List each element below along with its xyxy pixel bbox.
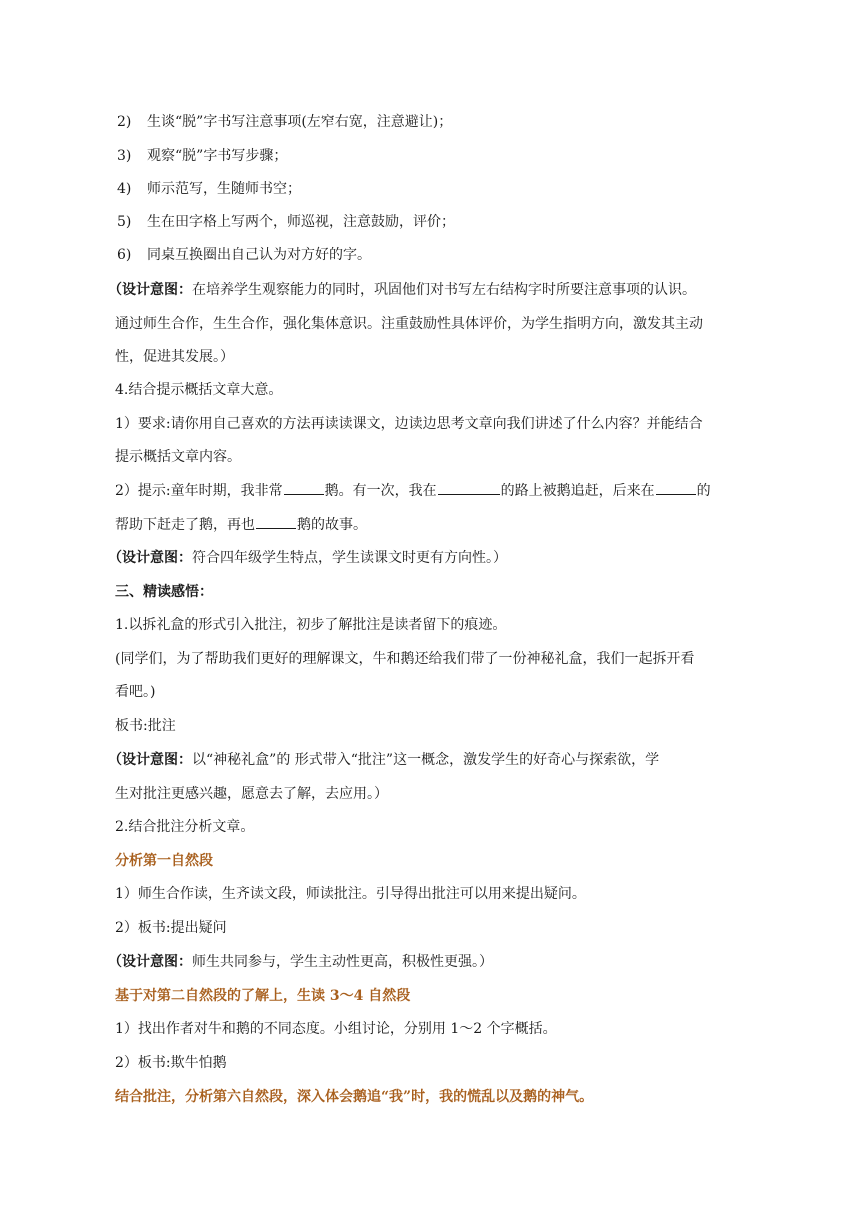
step-text: 同桌互换圈出自己认为对方好的字。 <box>147 247 371 263</box>
hint-text: 帮助下赶走了鹅，再也 <box>115 517 255 533</box>
design-intent-label: （设计意图： <box>108 954 192 970</box>
design-intent-label: （设计意图： <box>108 282 192 298</box>
step-number: 3) <box>117 148 132 164</box>
step-number: 6) <box>117 247 132 263</box>
step-number: 5) <box>117 214 132 230</box>
fill-blank <box>438 479 500 495</box>
step-number: 4) <box>117 181 132 197</box>
para34-step1: 1）找出作者对牛和鹅的不同态度。小组讨论，分别用 1～2 个字概括。 <box>115 1021 557 1037</box>
teacher-quote-line1: (同学们，为了帮助我们更好的理解课文，牛和鹅还给我们带了一份神秘礼盒，我们一起拆开看 <box>115 651 695 667</box>
item-2: 2.结合批注分析文章。 <box>115 819 255 835</box>
step-4 <box>115 177 755 201</box>
step-text: 生谈“脱”字书写注意事项(左窄右宽，注意避让)； <box>147 114 453 130</box>
design-intent-1-line3: 性，促进其发展。） <box>115 349 234 365</box>
hint-line2 <box>115 513 755 537</box>
design-intent-text: 以“神秘礼盒”的 形式带入“批注”这一概念，激发学生的好奇心与探索欲，学 <box>192 752 660 768</box>
para1-step2: 2）板书:提出疑问 <box>115 920 227 936</box>
para1-step1: 1）师生合作读，生齐读文段，师读批注。引导得出批注可以用来提出疑问。 <box>115 886 586 902</box>
design-intent-1-line2: 通过师生合作，生生合作，强化集体意识。注重鼓励性具体评价，为学生指明方向，激发其主动 <box>115 316 703 332</box>
design-intent-label: （设计意图： <box>108 550 192 566</box>
design-intent-3 <box>108 748 755 772</box>
fill-blank <box>256 513 296 529</box>
step-text: 生在田字格上写两个，师巡视，注意鼓励，评价； <box>147 214 455 230</box>
hint-text: 鹅的故事。 <box>297 517 367 533</box>
step-text: 师示范写，生随师书空； <box>147 181 301 197</box>
design-intent-4 <box>108 950 755 974</box>
design-intent-3-line2: 生对批注更感兴趣，愿意去了解，去应用。） <box>115 786 388 802</box>
requirement-line1: 1）要求:请你用自己喜欢的方法再读读课文，边读边思考文章向我们讲述了什么内容？并能结合 <box>115 416 703 432</box>
hint-text: 的路上被鹅追赶，后来在 <box>500 483 655 499</box>
design-intent-1 <box>108 278 755 302</box>
design-intent-text: 在培养学生观察能力的同时，巩固他们对书写左右结构字时所要注意事项的认识。 <box>192 282 696 298</box>
step-5 <box>115 210 755 234</box>
hint-text: 鹅。有一次，我在 <box>324 483 437 499</box>
design-intent-2 <box>108 546 755 570</box>
item-4-heading: 4.结合提示概括文章大意。 <box>115 382 283 398</box>
teacher-quote-line2: 看吧。) <box>115 684 156 700</box>
hint-text: 的 <box>696 483 711 499</box>
step-3 <box>115 144 755 168</box>
design-intent-text: 师生共同参与，学生主动性更高，积极性更强。） <box>192 954 493 970</box>
section-3-heading: 三、精读感悟： <box>115 584 213 600</box>
design-intent-label: （设计意图： <box>108 752 192 768</box>
heading-paragraph-1: 分析第一自然段 <box>115 853 213 869</box>
board-note-1: 板书:批注 <box>115 718 176 734</box>
step-6 <box>115 243 755 267</box>
step-text: 观察“脱”字书写步骤； <box>147 148 288 164</box>
heading-paragraph-3-4: 基于对第二自然段的了解上，生读 3～4 自然段 <box>115 988 411 1004</box>
fill-blank <box>656 479 696 495</box>
hint-text: 2）提示:童年时期，我非常 <box>115 483 283 499</box>
step-number: 2) <box>117 114 132 130</box>
item-1: 1.以拆礼盒的形式引入批注，初步了解批注是读者留下的痕迹。 <box>115 617 507 633</box>
step-2 <box>115 110 755 134</box>
hint-line1 <box>115 479 755 503</box>
para34-step2: 2）板书:欺牛怕鹅 <box>115 1055 227 1071</box>
fill-blank <box>284 479 324 495</box>
heading-paragraph-6: 结合批注，分析第六自然段，深入体会鹅追“我”时，我的慌乱以及鹅的神气。 <box>115 1089 594 1105</box>
requirement-line2: 提示概括文章内容。 <box>115 449 241 465</box>
design-intent-text: 符合四年级学生特点，学生读课文时更有方向性。） <box>192 550 507 566</box>
